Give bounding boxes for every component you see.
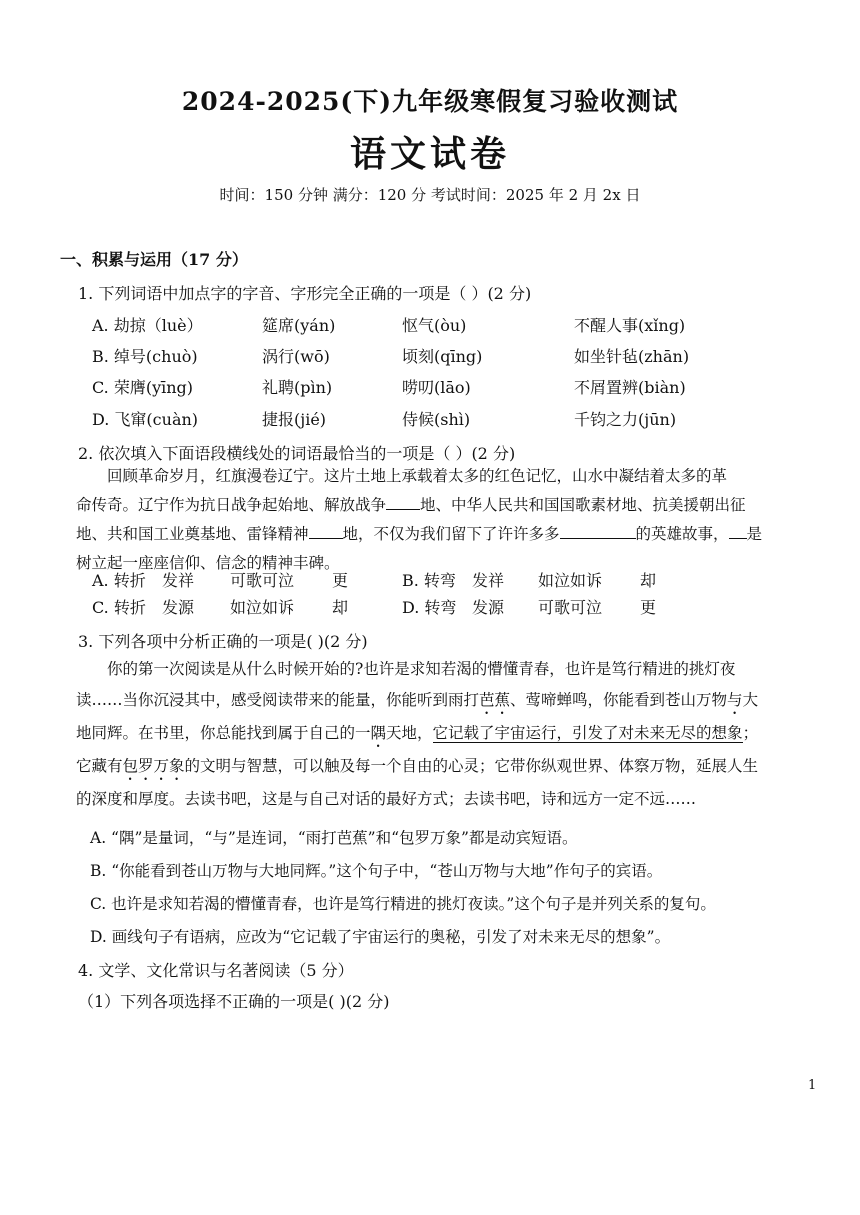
section-heading: 一、积累与运用（17 分）	[60, 250, 248, 269]
q3-text: 读……当你沉浸其中，感受阅读带来的能量，你能听到雨打	[76, 691, 480, 709]
q3-option-a: A. “隅”是量词，“与”是连词，“雨打芭蕉”和“包罗万象”都是动宾短语。	[90, 829, 578, 847]
q3-dotted-text: 与	[727, 691, 743, 709]
q3-text: 地同辉。在书里，你总能找到属于自己的一	[76, 724, 371, 742]
fill-blank-4[interactable]	[729, 524, 747, 539]
q3-text: ；	[742, 724, 759, 742]
q2-text: 命传奇。辽宁作为抗日战争起始地、解放战争	[76, 496, 387, 514]
question-3-stem: 3. 下列各项中分析正确的一项是( )(2 分)	[78, 632, 368, 651]
q2-option-c-w4: 却	[332, 598, 349, 617]
q1-option-b-word3: 顷刻(qīng)	[402, 347, 483, 366]
q3-dotted-text: 隅	[370, 724, 387, 742]
q1-option-b-word1: B. 绰号(chuò)	[92, 347, 198, 366]
q1-option-d-word3: 侍候(shì)	[402, 410, 471, 429]
q2-option-a-w1: A. 转折	[92, 571, 146, 590]
q2-option-c-w3: 如泣如诉	[230, 598, 295, 617]
q2-option-c-w2: 发源	[162, 598, 195, 617]
q1-option-b-word2: 涡行(wō)	[262, 347, 330, 366]
fill-blank-1[interactable]	[386, 495, 420, 510]
q1-option-d-word4: 千钧之力(jūn)	[574, 410, 677, 429]
question-4-stem: 4. 文学、文化常识与名著阅读（5 分）	[78, 961, 354, 980]
exam-meta: 时间：150 分钟 满分：120 分 考试时间：2025 年 2 月 2x 日	[219, 186, 641, 204]
q2-option-b-w4: 却	[640, 571, 657, 590]
q3-dotted-text: 芭蕉	[479, 691, 511, 709]
underlined-sentence: 它记载了宇宙运行，引发了对未来无尽的想象	[432, 724, 743, 742]
q3-option-d: D. 画线句子有语病，应改为“它记载了宇宙运行的奥秘，引发了对未来无尽的想象”。	[90, 928, 671, 946]
q3-text: 的文明与智慧，可以触及每一个自由的心灵；它带你纵观世界、体察万物，延展人生	[184, 757, 759, 775]
q1-option-a-word1: A. 劫掠（luè）	[92, 316, 203, 335]
q2-option-c-w1: C. 转折	[92, 598, 146, 617]
q1-option-a-word2: 筵席(yán)	[262, 316, 336, 335]
q2-passage-line: 回顾革命岁月，红旗漫卷辽宁。这片土地上承载着太多的红色记忆，山水中凝结着太多的革	[107, 467, 728, 485]
q1-option-d-word2: 捷报(jié)	[262, 410, 327, 429]
q2-passage-line	[76, 491, 800, 520]
q3-dotted-text: 包罗万象	[122, 757, 185, 775]
q3-option-b: B. “你能看到苍山万物与大地同辉。”这个句子中，“苍山万物与大地”作句子的宾语。	[90, 862, 663, 880]
q3-passage-line	[76, 685, 800, 718]
q1-option-c-word3: 唠叨(lāo)	[402, 378, 471, 397]
q2-text: 是	[746, 525, 763, 543]
q1-option-d-word1: D. 飞窜(cuàn)	[92, 410, 199, 429]
q2-option-b-w3: 如泣如诉	[538, 571, 603, 590]
question-2-passage	[76, 462, 800, 578]
exam-subtitle: 语文试卷	[349, 133, 510, 175]
q2-text: 的英雄故事，	[635, 525, 729, 543]
q1-option-b-word4: 如坐针毡(zhān)	[574, 347, 690, 366]
fill-blank-3[interactable]	[560, 524, 636, 539]
q3-text: 大	[742, 691, 759, 709]
q1-option-c-word4: 不屑置辨(biàn)	[574, 378, 686, 397]
q3-passage-line: 你的第一次阅读是从什么时候开始的?也许是求知若渴的懵懂青春，也许是笃行精进的挑灯夜	[107, 660, 736, 678]
q2-passage-line: 树立起一座座信仰、信念的精神丰碑。	[76, 554, 340, 572]
q3-passage-line	[76, 751, 800, 784]
q2-text: 地，不仅为我们留下了许许多多	[342, 525, 560, 543]
q1-option-a-word3: 怄气(òu)	[402, 316, 467, 335]
q1-option-a-word4: 不醒人事(xǐng)	[574, 316, 686, 335]
q2-option-b-w2: 发祥	[472, 571, 505, 590]
q2-option-d-w2: 发源	[472, 598, 505, 617]
q3-option-c: C. 也许是求知若渴的懵懂青春，也许是笃行精进的挑灯夜读。”这个句子是并列关系的复句。	[90, 895, 716, 913]
q2-text: 地、共和国工业奠基地、雷锋精神	[76, 525, 309, 543]
question-3-passage	[76, 654, 800, 815]
q3-passage-line	[76, 718, 800, 751]
q2-option-a-w2: 发祥	[162, 571, 195, 590]
q2-option-b-w1: B. 转弯	[402, 571, 456, 590]
q2-passage-line	[76, 520, 800, 549]
exam-title: 2024-2025(下)九年级寒假复习验收测试	[181, 87, 679, 116]
q1-option-c-word2: 礼聘(pìn)	[262, 378, 333, 397]
q2-option-a-w4: 更	[332, 571, 349, 590]
question-4-sub-1: （1）下列各项选择不正确的一项是( )(2 分)	[78, 992, 390, 1011]
q2-option-d-w3: 可歌可泣	[538, 598, 603, 617]
question-1-stem: 1. 下列词语中加点字的字音、字形完全正确的一项是（ ）(2 分)	[78, 284, 532, 303]
fill-blank-2[interactable]	[309, 524, 343, 539]
q3-text: 、莺啼蝉鸣，你能看到苍山万物	[510, 691, 728, 709]
q2-option-d-w4: 更	[640, 598, 657, 617]
q1-option-c-word1: C. 荣膺(yīng)	[92, 378, 194, 397]
q3-passage-line: 的深度和厚度。去读书吧，这是与自己对话的最好方式；去读书吧，诗和远方一定不远……	[76, 790, 697, 808]
q3-text: 天地，	[386, 724, 433, 742]
q3-text: 它藏有	[76, 757, 123, 775]
q2-option-a-w3: 可歌可泣	[230, 571, 295, 590]
page-number: 1	[808, 1078, 817, 1093]
q2-option-d-w1: D. 转弯	[402, 598, 457, 617]
question-2-stem: 2. 依次填入下面语段横线处的词语最恰当的一项是（ ）(2 分)	[78, 444, 516, 463]
q2-text: 地、中华人民共和国国歌素材地、抗美援朝出征	[420, 496, 746, 514]
